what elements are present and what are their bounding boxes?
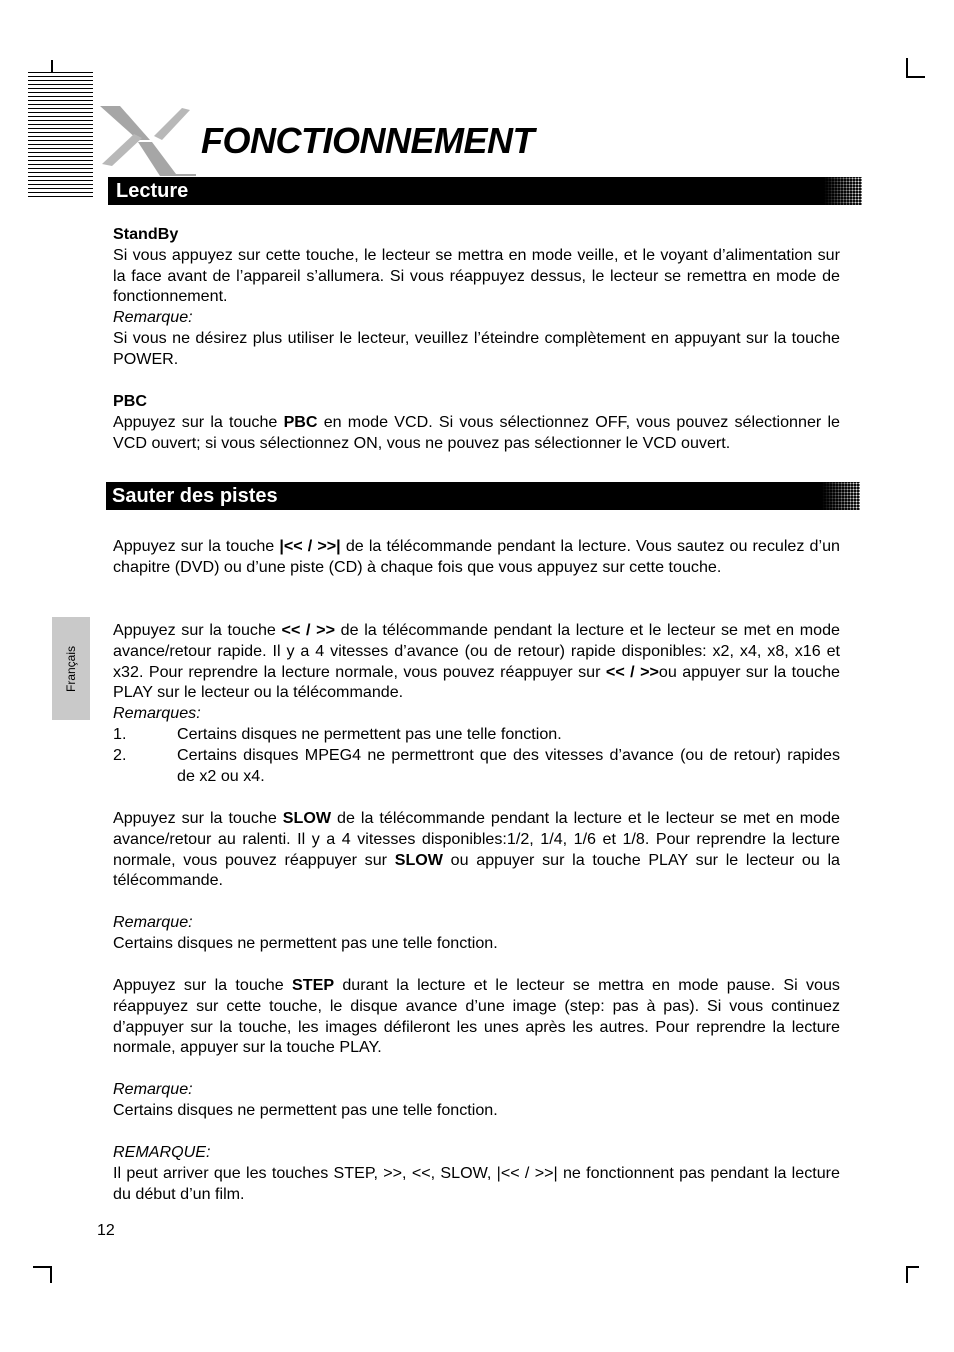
notes-label: Remarques: (113, 704, 201, 723)
note-label: Remarque: (113, 913, 193, 931)
key-fast: << / >> (281, 621, 335, 639)
text-run: ou appuyer sur la touche PLAY sur le lecteur ou la télécommande. (113, 850, 840, 890)
list-number: 1. (113, 724, 127, 743)
skip-p4 (113, 975, 840, 1058)
key-slow: SLOW (282, 809, 332, 827)
crop-mark-top-right-v (906, 58, 908, 78)
language-tab (52, 617, 90, 720)
standby-note-label: Remarque: (113, 308, 193, 327)
skip-p2 (113, 620, 840, 786)
paragraph (113, 808, 840, 891)
section-header-lecture (108, 177, 862, 205)
skip-p1 (113, 536, 840, 578)
text-run: durant la lecture et le lecteur se mettra en mode pause. Si vous réappuyez sur cette touche, le disque avance d’une image (step: pas à pas). Si vous continuez d’appuyer sur la touche, les images défileront les unes après les autres. Pour reprendre la lecture normale, appuyer sur la touche PLAY. (113, 976, 840, 1057)
list-item (113, 724, 840, 745)
halftone-decoration-icon (824, 177, 862, 205)
text-run: Appuyez sur la touche (113, 976, 293, 994)
note-text: Certains disques ne permettent pas une telle fonction. (113, 933, 498, 952)
section-header-skip (106, 482, 860, 510)
text-run: Appuyez sur la touche (113, 412, 284, 431)
pbc-heading: PBC (113, 392, 147, 410)
list-text: Certains disques MPEG4 ne permettront que des vitesses d’avance (ou de retour) rapides de x2 ou x4. (177, 745, 840, 785)
page-title: FONCTIONNEMENT (201, 120, 534, 161)
list-item (113, 745, 840, 787)
text-run: de la télécommande pendant la lecture. Vous sautez ou reculez d’un chapitre (DVD) ou d’une piste (CD) à chaque fois que vous appuyez sur cette touche. (113, 537, 840, 576)
language-label: Français (64, 645, 78, 692)
standby-block (113, 224, 840, 370)
standby-note-text: Si vous ne désirez plus utiliser le lecteur, veuillez l’éteindre complètement en appuyant sur la touche POWER. (113, 328, 840, 368)
text-run: Appuyez sur la touche (113, 809, 283, 827)
note-label: Remarque: (113, 1080, 193, 1098)
list-number: 2. (113, 745, 127, 764)
page-number: 12 (97, 1222, 115, 1239)
final-note-label: REMARQUE: (113, 1143, 211, 1161)
list-text: Certains disques ne permettent pas une telle fonction. (177, 724, 562, 743)
skip-note4 (113, 1079, 840, 1121)
paragraph (113, 536, 840, 578)
crop-mark-bottom-left-v (50, 1266, 52, 1283)
section-title: Lecture (116, 180, 189, 202)
halftone-decoration-icon (822, 482, 860, 510)
key-slow: SLOW (394, 850, 443, 869)
crop-mark-bottom-right-v (906, 1266, 908, 1283)
skip-note3 (113, 912, 840, 954)
text-run: Appuyez sur la touche (113, 537, 280, 555)
text-run: ou appuyer sur la touche PLAY sur le lecteur ou la télécommande. (113, 662, 840, 702)
final-note-text: Il peut arriver que les touches STEP, >>, <<, SLOW, |<< / >>| ne fonctionnent pas pendant la lecture du début d’un film. (113, 1163, 840, 1203)
key-pbc: PBC (283, 412, 318, 431)
text-run: de la télécommande pendant la lecture et le lecteur se met en mode avance/retour au ralenti. Il y a 4 vitesses disponibles:1/2, 1/4, 1/6 et 1/8. Pour reprendre la lecture normale, vous pouvez réappuyer sur (113, 809, 840, 869)
key-skip: |<< / >>| (279, 537, 341, 555)
note-text: Certains disques ne permettent pas une telle fonction. (113, 1100, 498, 1119)
header-stripes (28, 72, 93, 198)
text-run: en mode VCD. Si vous sélectionnez OFF, vous pouvez sélectionner le VCD ouvert; si vous sélectionnez ON, vous ne pouvez pas sélectionner le VCD ouvert. (113, 412, 840, 452)
paragraph (113, 620, 840, 703)
paragraph (113, 975, 840, 1058)
brand-x-logo-icon (98, 104, 198, 176)
pbc-text (113, 412, 840, 454)
skip-p3 (113, 808, 840, 891)
text-run: Appuyez sur la touche (113, 621, 282, 639)
key-step: STEP (292, 976, 335, 994)
standby-text: Si vous appuyez sur cette touche, le lecteur se mettra en mode veille, et le voyant d’alimentation sur la face avant de l’appareil s’allumera. Si vous réappuyez dessus, le lecteur se remettra en mode de fonctionnement. (113, 245, 840, 306)
standby-heading: StandBy (113, 225, 179, 243)
crop-mark-top-right-h (906, 76, 925, 78)
section-title: Sauter des pistes (112, 485, 278, 507)
skip-final-note (113, 1142, 840, 1204)
key-fast: << / >> (605, 662, 659, 681)
pbc-block (113, 391, 840, 453)
text-run: de la télécommande pendant la lecture et le lecteur se met en mode avance/retour rapide. Il y a 4 vitesses d’avance (ou de retour) rapide disponibles: x2, x4, x8, x16 et x32. Pour reprendre la lecture normale, vous pouvez réappuyer sur (113, 621, 840, 681)
